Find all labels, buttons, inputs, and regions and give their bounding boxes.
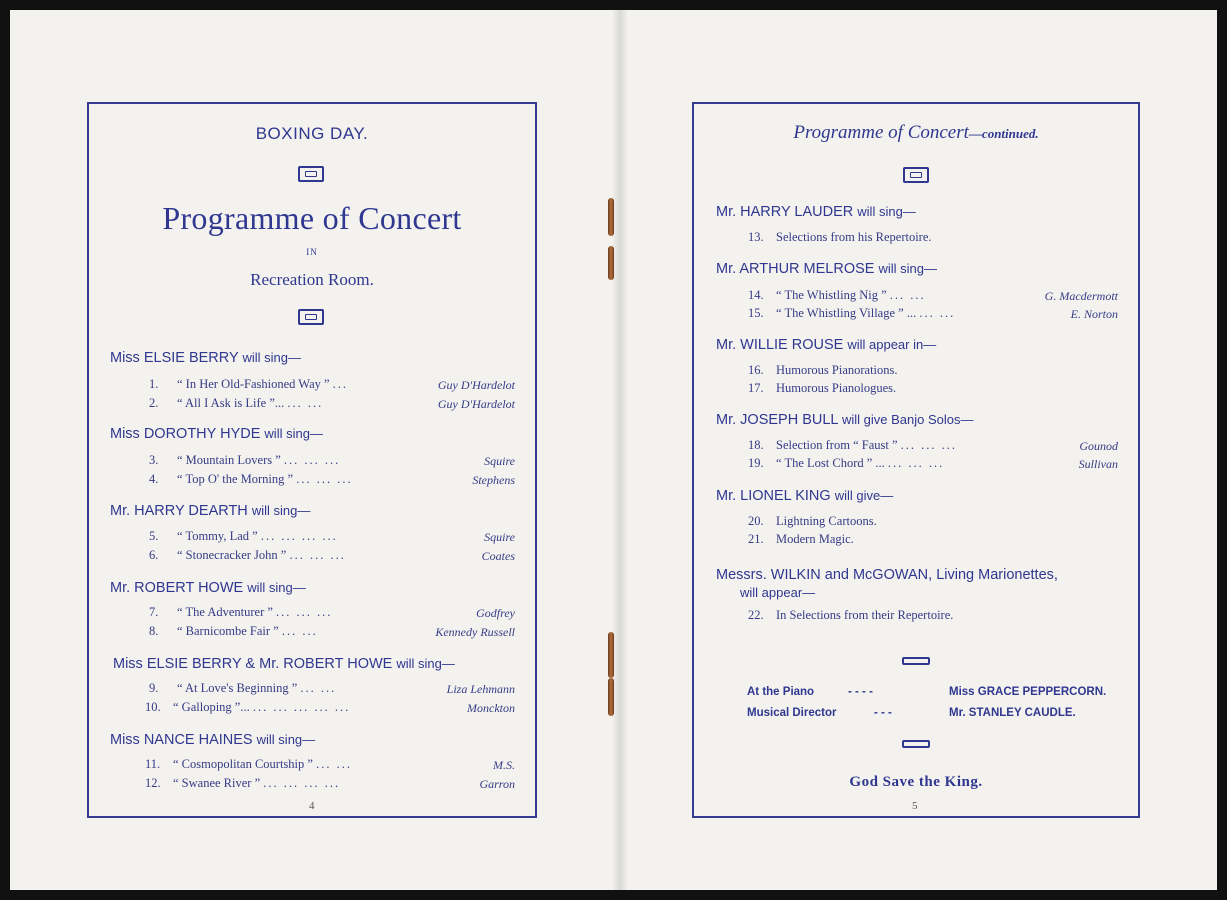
performer-action: will sing— <box>857 204 916 219</box>
item-title: “ Barnicombe Fair ” <box>177 624 279 638</box>
left-page <box>87 102 537 818</box>
item-composer: Gounod <box>1079 439 1118 453</box>
item-composer: Kennedy Russell <box>435 625 515 639</box>
programme-item <box>748 456 944 471</box>
item-number: 22. <box>748 608 764 622</box>
programme-item <box>149 453 340 468</box>
item-number: 6. <box>149 548 159 562</box>
performer-action-line <box>740 585 815 601</box>
performer-action: will sing— <box>264 426 323 441</box>
credit-dashes: - - - <box>874 707 892 719</box>
binding-thread <box>608 246 614 280</box>
item-number: 16. <box>748 363 764 377</box>
item-composer: Sullivan <box>1078 457 1118 471</box>
binding-thread <box>608 198 614 236</box>
performer-name: Miss DOROTHY HYDE <box>110 426 261 442</box>
location-title: Recreation Room. <box>250 270 374 289</box>
item-title: Modern Magic. <box>776 532 854 546</box>
item-composer: Guy D'Hardelot <box>437 397 515 411</box>
item-composer: Monckton <box>467 701 515 715</box>
ornament-icon <box>298 166 324 182</box>
programme-item <box>748 608 953 623</box>
performer-heading <box>110 580 306 596</box>
item-leader: ... ... <box>287 396 324 410</box>
item-number: 18. <box>748 438 764 452</box>
performer-heading <box>716 567 1058 583</box>
performer-heading <box>110 426 323 442</box>
programme-item <box>748 514 877 529</box>
performer-action: will sing— <box>878 261 937 276</box>
heading-suffix: —continued. <box>968 126 1039 141</box>
binding-thread <box>608 632 614 678</box>
programme-item <box>149 472 353 487</box>
item-composer: Squire <box>484 530 515 544</box>
credit-name: Miss GRACE PEPPERCORN. <box>949 686 1107 698</box>
programme-spread <box>10 10 1217 890</box>
item-number: 3. <box>149 453 159 467</box>
book-spine <box>613 10 627 890</box>
performer-heading <box>716 412 974 428</box>
performer-action: will sing— <box>396 656 455 671</box>
performer-action: will sing— <box>256 732 316 747</box>
item-composer: Garron <box>479 777 515 791</box>
item-composer: Coates <box>481 549 515 563</box>
item-composer: Stephens <box>472 473 515 487</box>
programme-item <box>748 438 957 453</box>
item-leader: ... ... ... <box>900 438 957 452</box>
item-title: “ In Her Old-Fashioned Way ” <box>177 377 330 391</box>
item-title: “ The Lost Chord ” ... <box>776 456 885 470</box>
programme-item <box>145 776 340 791</box>
programme-item <box>149 529 338 544</box>
item-number: 20. <box>748 514 764 528</box>
item-title: “ Cosmopolitan Courtship ” <box>173 757 313 771</box>
item-leader: ... <box>332 377 349 391</box>
programme-heading <box>694 122 1138 144</box>
item-composer: Godfrey <box>476 606 515 620</box>
programme-item <box>149 605 332 620</box>
item-number: 15. <box>748 306 764 320</box>
item-composer: Guy D'Hardelot <box>437 378 515 392</box>
item-number: 9. <box>149 681 159 695</box>
item-title: Humorous Pianorations. <box>776 363 898 377</box>
binding-thread <box>608 678 614 716</box>
item-title: Humorous Pianologues. <box>776 381 897 395</box>
item-leader: ... ... ... <box>887 456 945 470</box>
performer-action: will sing— <box>242 350 301 365</box>
performer-name: Miss ELSIE BERRY & Mr. ROBERT HOWE <box>113 656 393 672</box>
item-composer: E. Norton <box>1070 307 1118 321</box>
performer-name: Mr. WILLIE ROUSE <box>716 337 844 353</box>
item-title: “ Swanee River ” <box>173 776 261 790</box>
item-title: “ All I Ask is Life ”... <box>177 396 285 410</box>
item-number: 13. <box>748 230 764 244</box>
programme-item <box>748 381 896 396</box>
performer-action: will sing— <box>251 503 311 518</box>
item-number: 14. <box>748 288 764 302</box>
performer-name: Mr. LIONEL KING <box>716 488 831 504</box>
item-number: 2. <box>149 396 159 410</box>
programme-item <box>748 230 932 245</box>
ornament-bar-icon <box>902 740 930 748</box>
item-title: “ Stonecracker John ” <box>177 548 287 562</box>
item-leader: ... ... ... <box>283 453 341 467</box>
item-title: “ Galloping ”... <box>173 700 250 714</box>
item-leader: ... ... ... <box>289 548 346 562</box>
programme-item <box>149 624 318 639</box>
item-number: 12. <box>145 776 161 790</box>
credit-name: Mr. STANLEY CAUDLE. <box>949 707 1076 719</box>
performer-heading <box>716 337 936 353</box>
performer-heading <box>716 488 893 504</box>
programme-item <box>149 548 346 563</box>
item-composer: M.S. <box>493 758 515 772</box>
item-leader: ... ... <box>300 681 337 695</box>
performer-heading <box>110 350 301 366</box>
item-leader: ... ... ... <box>296 472 353 486</box>
item-leader: ... ... ... ... <box>263 776 341 790</box>
programme-item <box>149 681 336 696</box>
item-title: “ Mountain Lovers ” <box>177 453 281 467</box>
item-leader: ... ... <box>919 306 956 320</box>
programme-item <box>145 757 352 772</box>
item-title: “ Tommy, Lad ” <box>177 529 258 543</box>
programme-item <box>149 377 348 392</box>
credit-role: At the Piano <box>747 686 815 698</box>
performer-name: Messrs. WILKIN and McGOWAN, Living Marionettes, <box>716 567 1058 583</box>
programme-item <box>149 396 323 411</box>
performer-heading <box>110 732 315 748</box>
item-leader: ... ... <box>281 624 318 638</box>
ornament-icon <box>903 167 929 183</box>
performer-name: Miss NANCE HAINES <box>110 732 253 748</box>
credit-role: Musical Director <box>747 707 837 719</box>
item-number: 8. <box>149 624 159 638</box>
item-composer: G. Macdermott <box>1044 289 1118 303</box>
performer-name: Mr. ARTHUR MELROSE <box>716 261 875 277</box>
item-composer: Squire <box>484 454 515 468</box>
page-number: 5 <box>912 800 918 812</box>
item-number: 19. <box>748 456 764 470</box>
item-leader: ... ... <box>889 288 926 302</box>
page-title: BOXING DAY. <box>255 124 369 143</box>
programme-item <box>748 532 854 547</box>
item-composer: Liza Lehmann <box>446 682 515 696</box>
right-page <box>692 102 1140 818</box>
performer-name: Mr. HARRY LAUDER <box>716 204 854 220</box>
item-leader: ... ... ... ... <box>260 529 338 543</box>
item-number: 5. <box>149 529 159 543</box>
ornament-bar-icon <box>902 657 930 665</box>
item-title: “ The Whistling Nig ” <box>776 288 887 302</box>
item-title: “ At Love's Beginning ” <box>177 681 298 695</box>
item-leader: ... ... ... <box>276 605 333 619</box>
performer-name: Mr. HARRY DEARTH <box>110 503 248 519</box>
programme-item <box>145 700 350 715</box>
item-number: 11. <box>145 757 161 771</box>
page-number: 4 <box>309 800 315 812</box>
item-number: 7. <box>149 605 159 619</box>
programme-heading: Programme of Concert <box>162 200 462 236</box>
performer-action: will appear in— <box>847 337 937 352</box>
item-title: In Selections from their Repertoire. <box>776 608 954 622</box>
performer-action: will give— <box>834 488 894 503</box>
performer-name: Mr. ROBERT HOWE <box>110 580 244 596</box>
item-title: Lightning Cartoons. <box>776 514 877 528</box>
performer-heading <box>113 656 455 672</box>
performer-heading <box>716 261 937 277</box>
item-number: 21. <box>748 532 764 546</box>
item-title: “ The Adventurer ” <box>177 605 273 619</box>
performer-action: will appear— <box>740 585 816 600</box>
performer-action: will sing— <box>247 580 306 595</box>
item-number: 1. <box>149 377 159 391</box>
programme-item <box>748 363 898 378</box>
item-number: 17. <box>748 381 764 395</box>
in-word: IN <box>306 247 318 257</box>
performer-name: Miss ELSIE BERRY <box>110 350 239 366</box>
item-title: Selections from his Repertoire. <box>776 230 932 244</box>
heading-text: Programme of Concert <box>793 122 969 143</box>
item-leader: ... ... <box>316 757 352 771</box>
item-title: Selection from “ Faust ” <box>776 438 898 452</box>
programme-item <box>748 306 955 321</box>
closing-line: God Save the King. <box>849 774 983 790</box>
item-number: 4. <box>149 472 159 486</box>
programme-item <box>748 288 926 303</box>
performer-name: Mr. JOSEPH BULL <box>716 412 838 428</box>
performer-heading <box>716 204 916 220</box>
credit-dashes: - - - - <box>848 686 873 698</box>
item-number: 10. <box>145 700 161 714</box>
performer-heading <box>110 503 310 519</box>
item-leader: ... ... ... ... ... <box>252 700 351 714</box>
item-title: “ The Whistling Village ” ... <box>776 306 917 320</box>
item-title: “ Top O' the Morning ” <box>177 472 294 486</box>
ornament-icon <box>298 309 324 325</box>
performer-action: will give Banjo Solos— <box>841 412 974 427</box>
